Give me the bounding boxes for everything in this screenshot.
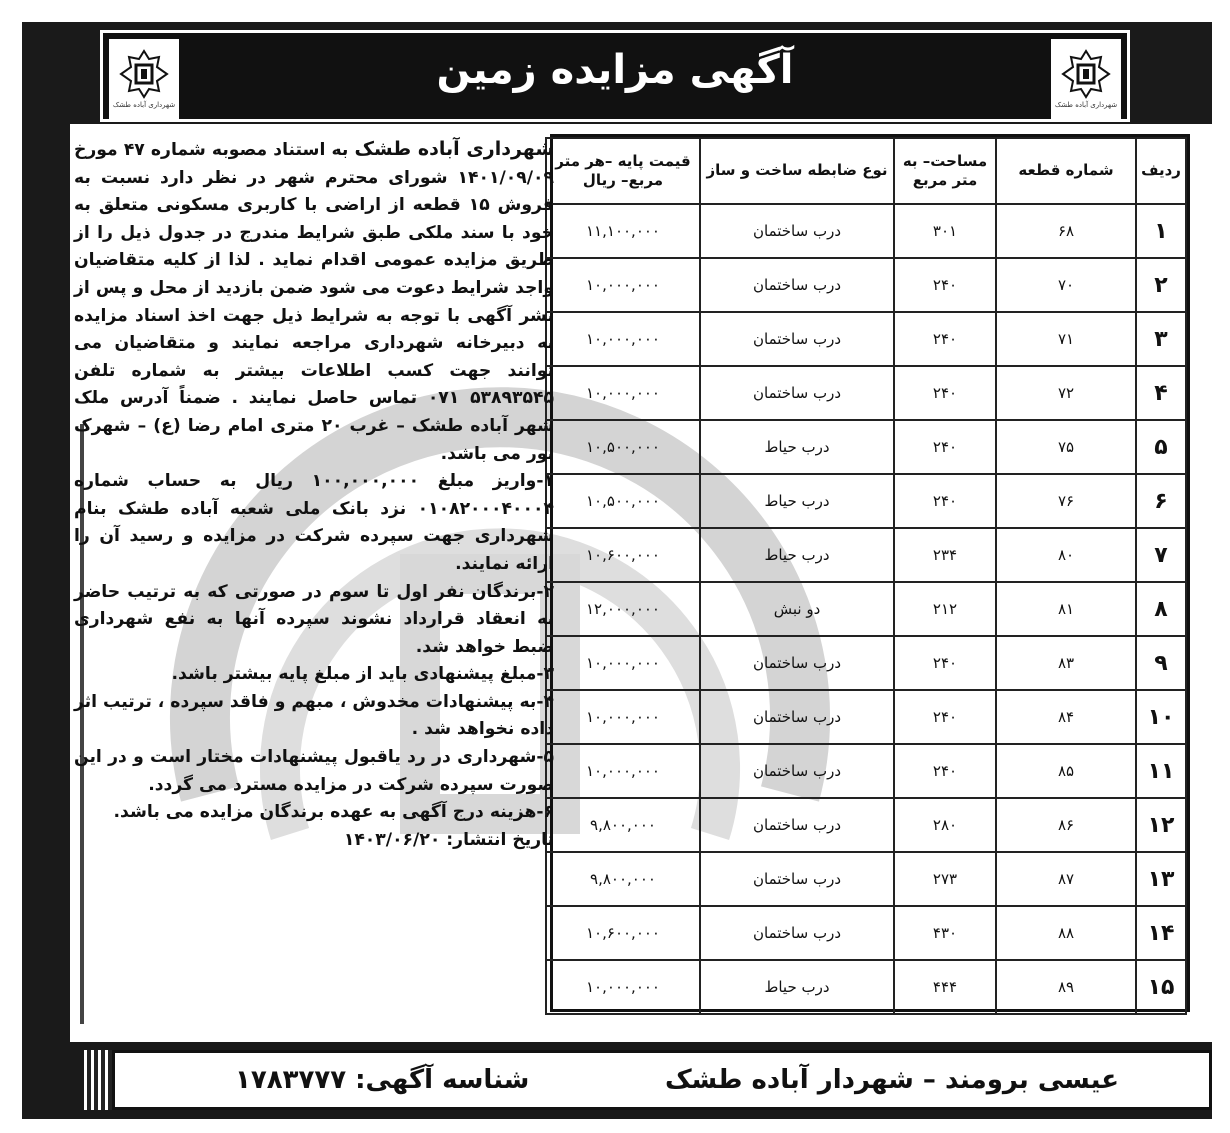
cell-area: ۲۴۰ [894, 258, 996, 312]
cell-type: درب ساختمان [700, 636, 894, 690]
cell-area: ۲۱۲ [894, 582, 996, 636]
table-header-row [546, 138, 1186, 204]
cell-num: ۱۵ [1136, 960, 1186, 1014]
cell-type: درب حیاط [700, 420, 894, 474]
publish-date: تاریخ انتشار: ۱۴۰۳/۰۶/۲۰ [343, 829, 554, 850]
cell-num: ۵ [1136, 420, 1186, 474]
table-row [546, 960, 1186, 1014]
cell-num: ۱۳ [1136, 852, 1186, 906]
notice-page [22, 22, 1212, 1119]
table-row [546, 798, 1186, 852]
table-body [546, 204, 1186, 1014]
cell-area: ۲۴۰ [894, 636, 996, 690]
table-row [546, 690, 1186, 744]
col-header-type: نوع ضابطه ساخت و ساز [700, 138, 894, 204]
cell-type: درب ساختمان [700, 798, 894, 852]
cell-price: ۱۰,۰۰۰,۰۰۰ [546, 744, 700, 798]
body-panel [70, 124, 1212, 1042]
cell-price: ۱۰,۵۰۰,۰۰۰ [546, 474, 700, 528]
municipality-emblem-icon [119, 49, 169, 99]
cell-plot: ۸۳ [996, 636, 1136, 690]
cell-type: درب ساختمان [700, 690, 894, 744]
notice-text [74, 136, 554, 854]
cell-area: ۲۸۰ [894, 798, 996, 852]
col-header-plot: شماره قطعه [996, 138, 1136, 204]
cell-plot: ۶۸ [996, 204, 1136, 258]
plots-table-grid [545, 137, 1187, 1015]
cell-area: ۳۰۱ [894, 204, 996, 258]
cell-num: ۱۴ [1136, 906, 1186, 960]
cell-num: ۶ [1136, 474, 1186, 528]
notice-intro [74, 136, 554, 468]
notice-item-1: ۱-واریز مبلغ ۱۰۰,۰۰۰,۰۰۰ ریال به حساب شماره ۰۱۰۸۲۰۰۰۴۰۰۰۴ نزد بانک ملی شعبه آباده طشک بنام شهرداری جهت سپرده شرکت در مزایده و رسید آن را ارائه نمایند. [74, 471, 554, 574]
cell-type: درب ساختمان [700, 744, 894, 798]
logo-caption: شهرداری آباده طشک [112, 101, 176, 109]
notice-item-4: ۴-به پیشنهادات مخدوش ، مبهم و فاقد سپرده ، ترتیب اثر داده نخواهد شد . [73, 691, 554, 740]
cell-type: درب ساختمان [700, 852, 894, 906]
cell-num: ۱ [1136, 204, 1186, 258]
footer-box [112, 1050, 1212, 1110]
col-header-num: ردیف [1136, 138, 1186, 204]
cell-price: ۱۰,۰۰۰,۰۰۰ [546, 690, 700, 744]
notice-id: شناسه آگهی: ۱۷۸۳۷۷۷ [235, 1065, 530, 1095]
notice-lead: شهرداری آباده طشک [354, 138, 555, 160]
cell-plot: ۸۹ [996, 960, 1136, 1014]
table-row [546, 582, 1186, 636]
cell-plot: ۸۵ [996, 744, 1136, 798]
cell-plot: ۸۷ [996, 852, 1136, 906]
cell-price: ۹,۸۰۰,۰۰۰ [546, 852, 700, 906]
table-row [546, 258, 1186, 312]
cell-plot: ۷۶ [996, 474, 1136, 528]
cell-num: ۲ [1136, 258, 1186, 312]
cell-type: درب ساختمان [700, 258, 894, 312]
cell-price: ۱۰,۶۰۰,۰۰۰ [546, 906, 700, 960]
notice-item-3: ۳-مبلغ پیشنهادی باید از مبلغ پایه بیشتر باشد. [171, 664, 554, 685]
page-title: آگهی مزایده زمین [436, 47, 794, 93]
cell-area: ۲۴۰ [894, 420, 996, 474]
cell-area: ۴۳۰ [894, 906, 996, 960]
footer-stripes [84, 1050, 112, 1110]
notice-intro-text: به استناد مصوبه شماره ۴۷ مورخ ۱۴۰۱/۰۹/۰۹ شورای محترم شهر در نظر دارد نسبت به فروش ۱۵ قطعه از اراضی با کاربری مسکونی متعلق به خود با سند ملکی طبق شرایط مندرج در جدول ذیل را از طریق مزایده عمومی اقدام نماید . لذا از کلیه متقاضیان واجد شرایط دعوت می شود ضمن بازدید از محل و پس از نشر آگهی با توجه به شرایط ذیل جهت اخذ اسناد مزایده به دبیرخانه شهرداری مراجعه نمایند و متقاضیان می توانند جهت کسب اطلاعات بیشتر به شماره تلفن ۵۳۸۹۳۵۴۵ ۰۷۱ تماس حاصل نمایند . ضمناً آدرس ملک شهر آباده طشک – غرب ۲۰ متری امام رضا (ع) – شهرک نور می باشد. [74, 140, 554, 464]
cell-plot: ۷۰ [996, 258, 1136, 312]
cell-num: ۹ [1136, 636, 1186, 690]
cell-type: درب حیاط [700, 528, 894, 582]
table-row [546, 744, 1186, 798]
cell-plot: ۷۵ [996, 420, 1136, 474]
table-row [546, 366, 1186, 420]
logo-caption: شهرداری آباده طشک [1054, 101, 1118, 109]
table-row [546, 474, 1186, 528]
cell-price: ۱۱,۱۰۰,۰۰۰ [546, 204, 700, 258]
cell-price: ۱۰,۰۰۰,۰۰۰ [546, 312, 700, 366]
notice-item-2: ۲-برندگان نفر اول تا سوم در صورتی که به ترتیب حاضر به انعقاد قرارداد نشوند سپرده آنها به نفع شهرداری ضبط خواهد شد. [74, 581, 554, 657]
table-row [546, 636, 1186, 690]
mayor-signature: عیسی برومند – شهردار آباده طشک [664, 1065, 1119, 1095]
cell-price: ۱۰,۰۰۰,۰۰۰ [546, 636, 700, 690]
cell-type: درب حیاط [700, 960, 894, 1014]
cell-price: ۱۰,۰۰۰,۰۰۰ [546, 258, 700, 312]
col-header-area: مساحت– به متر مربع [894, 138, 996, 204]
cell-num: ۴ [1136, 366, 1186, 420]
table-row [546, 312, 1186, 366]
notice-item-6: ۶-هزینه درج آگهی به عهده برندگان مزایده می باشد. [113, 802, 554, 823]
notice-item-5: ۵-شهرداری در رد یاقبول پیشنهادات مختار است و در این صورت سپرده شرکت در مزایده مسترد می گردد. [74, 747, 554, 795]
cell-num: ۱۰ [1136, 690, 1186, 744]
cell-area: ۲۴۰ [894, 744, 996, 798]
cell-price: ۹,۸۰۰,۰۰۰ [546, 798, 700, 852]
cell-area: ۲۴۰ [894, 690, 996, 744]
table-row [546, 420, 1186, 474]
cell-num: ۷ [1136, 528, 1186, 582]
cell-plot: ۸۸ [996, 906, 1136, 960]
cell-plot: ۸۶ [996, 798, 1136, 852]
cell-price: ۱۰,۶۰۰,۰۰۰ [546, 528, 700, 582]
cell-num: ۱۲ [1136, 798, 1186, 852]
cell-plot: ۸۰ [996, 528, 1136, 582]
table-row [546, 204, 1186, 258]
header-band [100, 30, 1130, 122]
cell-price: ۱۰,۰۰۰,۰۰۰ [546, 366, 700, 420]
cell-area: ۲۴۰ [894, 474, 996, 528]
cell-area: ۲۳۴ [894, 528, 996, 582]
cell-price: ۱۰,۵۰۰,۰۰۰ [546, 420, 700, 474]
table-row [546, 528, 1186, 582]
cell-type: درب ساختمان [700, 312, 894, 366]
plots-table [550, 134, 1190, 1012]
cell-plot: ۷۱ [996, 312, 1136, 366]
cell-price: ۱۰,۰۰۰,۰۰۰ [546, 960, 700, 1014]
cell-price: ۱۲,۰۰۰,۰۰۰ [546, 582, 700, 636]
table-row [546, 852, 1186, 906]
logo-left [109, 39, 179, 119]
cell-plot: ۸۱ [996, 582, 1136, 636]
cell-area: ۲۷۳ [894, 852, 996, 906]
cell-num: ۸ [1136, 582, 1186, 636]
cell-type: درب ساختمان [700, 204, 894, 258]
cell-area: ۲۴۰ [894, 366, 996, 420]
cell-num: ۱۱ [1136, 744, 1186, 798]
cell-type: درب حیاط [700, 474, 894, 528]
cell-type: درب ساختمان [700, 906, 894, 960]
cell-area: ۴۴۴ [894, 960, 996, 1014]
cell-type: دو نبش [700, 582, 894, 636]
col-header-price: قیمت پایه –هر متر مربع– ریال [546, 138, 700, 204]
cell-area: ۲۴۰ [894, 312, 996, 366]
table-row [546, 906, 1186, 960]
cell-num: ۳ [1136, 312, 1186, 366]
cell-plot: ۸۴ [996, 690, 1136, 744]
cell-type: درب ساختمان [700, 366, 894, 420]
cell-plot: ۷۲ [996, 366, 1136, 420]
footer [84, 1050, 1212, 1110]
